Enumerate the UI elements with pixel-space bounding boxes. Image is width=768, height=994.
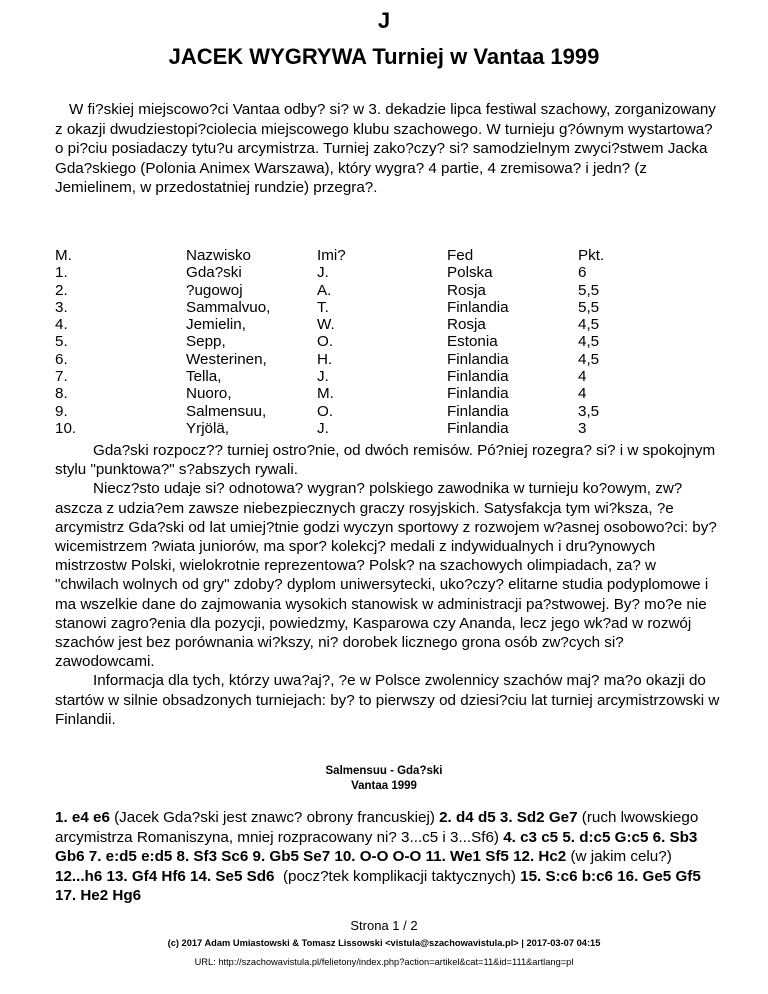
cell-points: 4 bbox=[578, 368, 587, 386]
copyright-line: (c) 2017 Adam Umiastowski & Tomasz Lissowski <vistula@szachowavistula.pl> | 2017-03-07 04:15 bbox=[167, 938, 601, 948]
cell-points: 5,5 bbox=[578, 281, 600, 299]
cell-place: 1. bbox=[55, 264, 68, 282]
cell-place: 10. bbox=[55, 419, 77, 437]
standings-row bbox=[55, 333, 675, 350]
cell-surname: Westerinen, bbox=[186, 350, 267, 368]
cell-first-name: O. bbox=[317, 402, 334, 420]
standings-row bbox=[55, 403, 675, 420]
cell-points: 4 bbox=[578, 385, 587, 403]
cell-federation: Rosja bbox=[447, 316, 486, 334]
cell-points: 3,5 bbox=[578, 402, 600, 420]
standings-row bbox=[55, 299, 675, 316]
cell-points: 5,5 bbox=[578, 298, 600, 316]
source-url: URL: http://szachowavistula.pl/felietony/index.php?action=artikel&cat=11&id=111&artlang=pl bbox=[194, 957, 574, 967]
standings-row bbox=[55, 264, 675, 281]
move-comment: (Jacek Gda?ski jest znawc? obrony francuskiej) bbox=[109, 809, 440, 826]
cell-surname: Nuoro, bbox=[186, 385, 232, 403]
cell-first-name: W. bbox=[317, 316, 335, 334]
cell-surname: Sepp, bbox=[186, 333, 226, 351]
article-title: JACEK WYGRYWA Turniej w Vantaa 1999 bbox=[168, 44, 600, 69]
cell-place: 4. bbox=[55, 316, 68, 334]
cell-points: 3 bbox=[578, 419, 587, 437]
header-surname: Nazwisko bbox=[186, 247, 251, 264]
cell-surname: Yrjölä, bbox=[186, 419, 230, 437]
standings-row bbox=[55, 316, 675, 333]
cell-place: 3. bbox=[55, 298, 68, 316]
article-body bbox=[55, 441, 720, 729]
cell-first-name: J. bbox=[317, 264, 329, 282]
cell-federation: Finlandia bbox=[447, 402, 509, 420]
cell-federation: Finlandia bbox=[447, 385, 509, 403]
cell-points: 4,5 bbox=[578, 350, 600, 368]
cell-first-name: H. bbox=[317, 350, 333, 368]
cell-first-name: O. bbox=[317, 333, 334, 351]
standings-row bbox=[55, 385, 675, 402]
move-comment: (pocz?tek komplikacji taktycznych) bbox=[274, 867, 521, 885]
header-points: Pkt. bbox=[578, 247, 605, 264]
cell-place: 9. bbox=[55, 402, 68, 420]
cell-points: 4,5 bbox=[578, 333, 600, 351]
standings-row bbox=[55, 420, 675, 437]
standings-row bbox=[55, 351, 675, 368]
cell-federation: Finlandia bbox=[447, 298, 509, 316]
page-number: Strona 1 / 2 bbox=[350, 918, 418, 933]
header-federation: Fed bbox=[447, 247, 474, 264]
cell-federation: Polska bbox=[447, 264, 493, 282]
move-sequence: 1. e4 e6 bbox=[55, 809, 110, 826]
standings-table bbox=[55, 247, 675, 437]
cell-surname: Salmensuu, bbox=[186, 402, 267, 420]
cell-federation: Finlandia bbox=[447, 350, 509, 368]
standings-header-row bbox=[55, 247, 675, 264]
cell-place: 5. bbox=[55, 333, 68, 351]
cell-surname: Sammalvuo, bbox=[186, 298, 271, 316]
intro-paragraph: W fi?skiej miejscowo?ci Vantaa odby? si? w 3. dekadzie lipca festiwal szachowy, zorganizowany z okazji dwudziestopi?ciolecia miejscowego klubu szachowego. W turnieju g?ównym wystartowa?o pi?ciu posiadaczy tytu?u arcymistrza. Turniej zako?czy? si? samodzielnym zwyci?stwem Jacka Gda?skiego (Polonia Animex Warszawa), który wygra? 4 partie, 4 zremisowa? i jedn? (z Jemielinem, w przedostatniej rundzie) przegra?. bbox=[55, 101, 716, 196]
cell-place: 2. bbox=[55, 281, 68, 299]
move-comment: (w jakim celu?) bbox=[566, 848, 676, 865]
game-moves bbox=[55, 808, 723, 906]
header-first-name: Imi? bbox=[317, 247, 346, 264]
body-paragraph-3: Informacja dla tych, którzy uwa?aj?, ?e w Polsce zwolennicy szachów maj? ma?o okazji do startów w silnie obsadzonych turniejach: by? to pierwszy od dziesi?ciu lat turniej arcymistrzowski w Finlandii. bbox=[55, 672, 720, 728]
move-comment: (ruch lwowskiego arcymistrza Romaniszyna, mniej rozpracowany ni? 3...c5 i 3...Sf6) bbox=[55, 809, 703, 846]
cell-first-name: M. bbox=[317, 385, 334, 403]
cell-surname: Tella, bbox=[186, 368, 222, 386]
cell-first-name: T. bbox=[317, 298, 329, 316]
move-sequence: 12...h6 13. Gf4 Hf6 14. Se5 Sd6 bbox=[55, 867, 275, 885]
game-header bbox=[0, 764, 768, 794]
standings-row bbox=[55, 282, 675, 299]
standings-row bbox=[55, 368, 675, 385]
cell-place: 7. bbox=[55, 368, 68, 386]
cell-first-name: A. bbox=[317, 281, 332, 299]
cell-federation: Finlandia bbox=[447, 368, 509, 386]
cell-federation: Estonia bbox=[447, 333, 498, 351]
cell-first-name: J. bbox=[317, 419, 329, 437]
game-players: Salmensuu - Gda?ski bbox=[325, 765, 443, 777]
cell-points: 4,5 bbox=[578, 316, 600, 334]
cell-federation: Rosja bbox=[447, 281, 486, 299]
cell-surname: ?ugowoj bbox=[186, 281, 243, 299]
cell-first-name: J. bbox=[317, 368, 329, 386]
section-letter: J bbox=[377, 8, 391, 33]
cell-surname: Gda?ski bbox=[186, 264, 242, 282]
header-place: M. bbox=[55, 247, 72, 264]
body-paragraph-1: Gda?ski rozpocz?? turniej ostro?nie, od dwóch remisów. Pó?niej rozegra? si? i w spokojnym stylu "punktowa?" s?abszych rywali. bbox=[55, 442, 716, 479]
move-sequence: 2. d4 d5 3. Sd2 Ge7 bbox=[439, 809, 578, 826]
move-sequence: 15. S:c6 b:c6 16. Ge5 Gf5 17. He2 Hg6 bbox=[55, 867, 706, 904]
cell-federation: Finlandia bbox=[447, 419, 509, 437]
cell-place: 6. bbox=[55, 350, 68, 368]
game-event: Vantaa 1999 bbox=[351, 780, 417, 792]
body-paragraph-2: Niecz?sto udaje si? odnotowa? wygran? polskiego zawodnika w turnieju ko?owym, zw?aszcza z udzia?em zawsze niebezpiecznych graczy rosyjskich. Satysfakcja tym wi?ksza, ?e arcymistrz Gda?ski od lat umiej?tnie godzi wyczyn sportowy z rozwojem w?asnej osobowo?ci: by? wicemistrzem ?wiata juniorów, ma spor? kolekcj? medali z indywidualnych i dru?ynowych mistrzostw Polski, wielokrotnie reprezentowa? Polsk? na szachowych olimpiadach, za? w "chwilach wolnych od gry" zdoby? dyplom uniwersytecki, uko?czy? elitarne studia podyplomowe i ma wszelkie dane do zajmowania wysokich stanowisk w administracji pa?stwowej. By? mo?e nie stanowi zagro?enia dla pozycji, powiedzmy, Kasparowa czy Ananda, lecz jego wk?ad w rozwój szachów jest bez porównania wi?kszy, ni? dorobek licznego grona osób zw?cych si? zawodowcami. bbox=[55, 480, 717, 671]
cell-place: 8. bbox=[55, 385, 68, 403]
cell-points: 6 bbox=[578, 264, 587, 282]
cell-surname: Jemielin, bbox=[186, 316, 246, 334]
move-sequence: 4. c3 c5 5. d:c5 G:c5 6. Sb3 Gb6 7. e:d5 e:d5 8. Sf3 Sc6 9. Gb5 Se7 10. O-O O-O 11. We1 Sf5 12. Hc2 bbox=[55, 828, 702, 865]
